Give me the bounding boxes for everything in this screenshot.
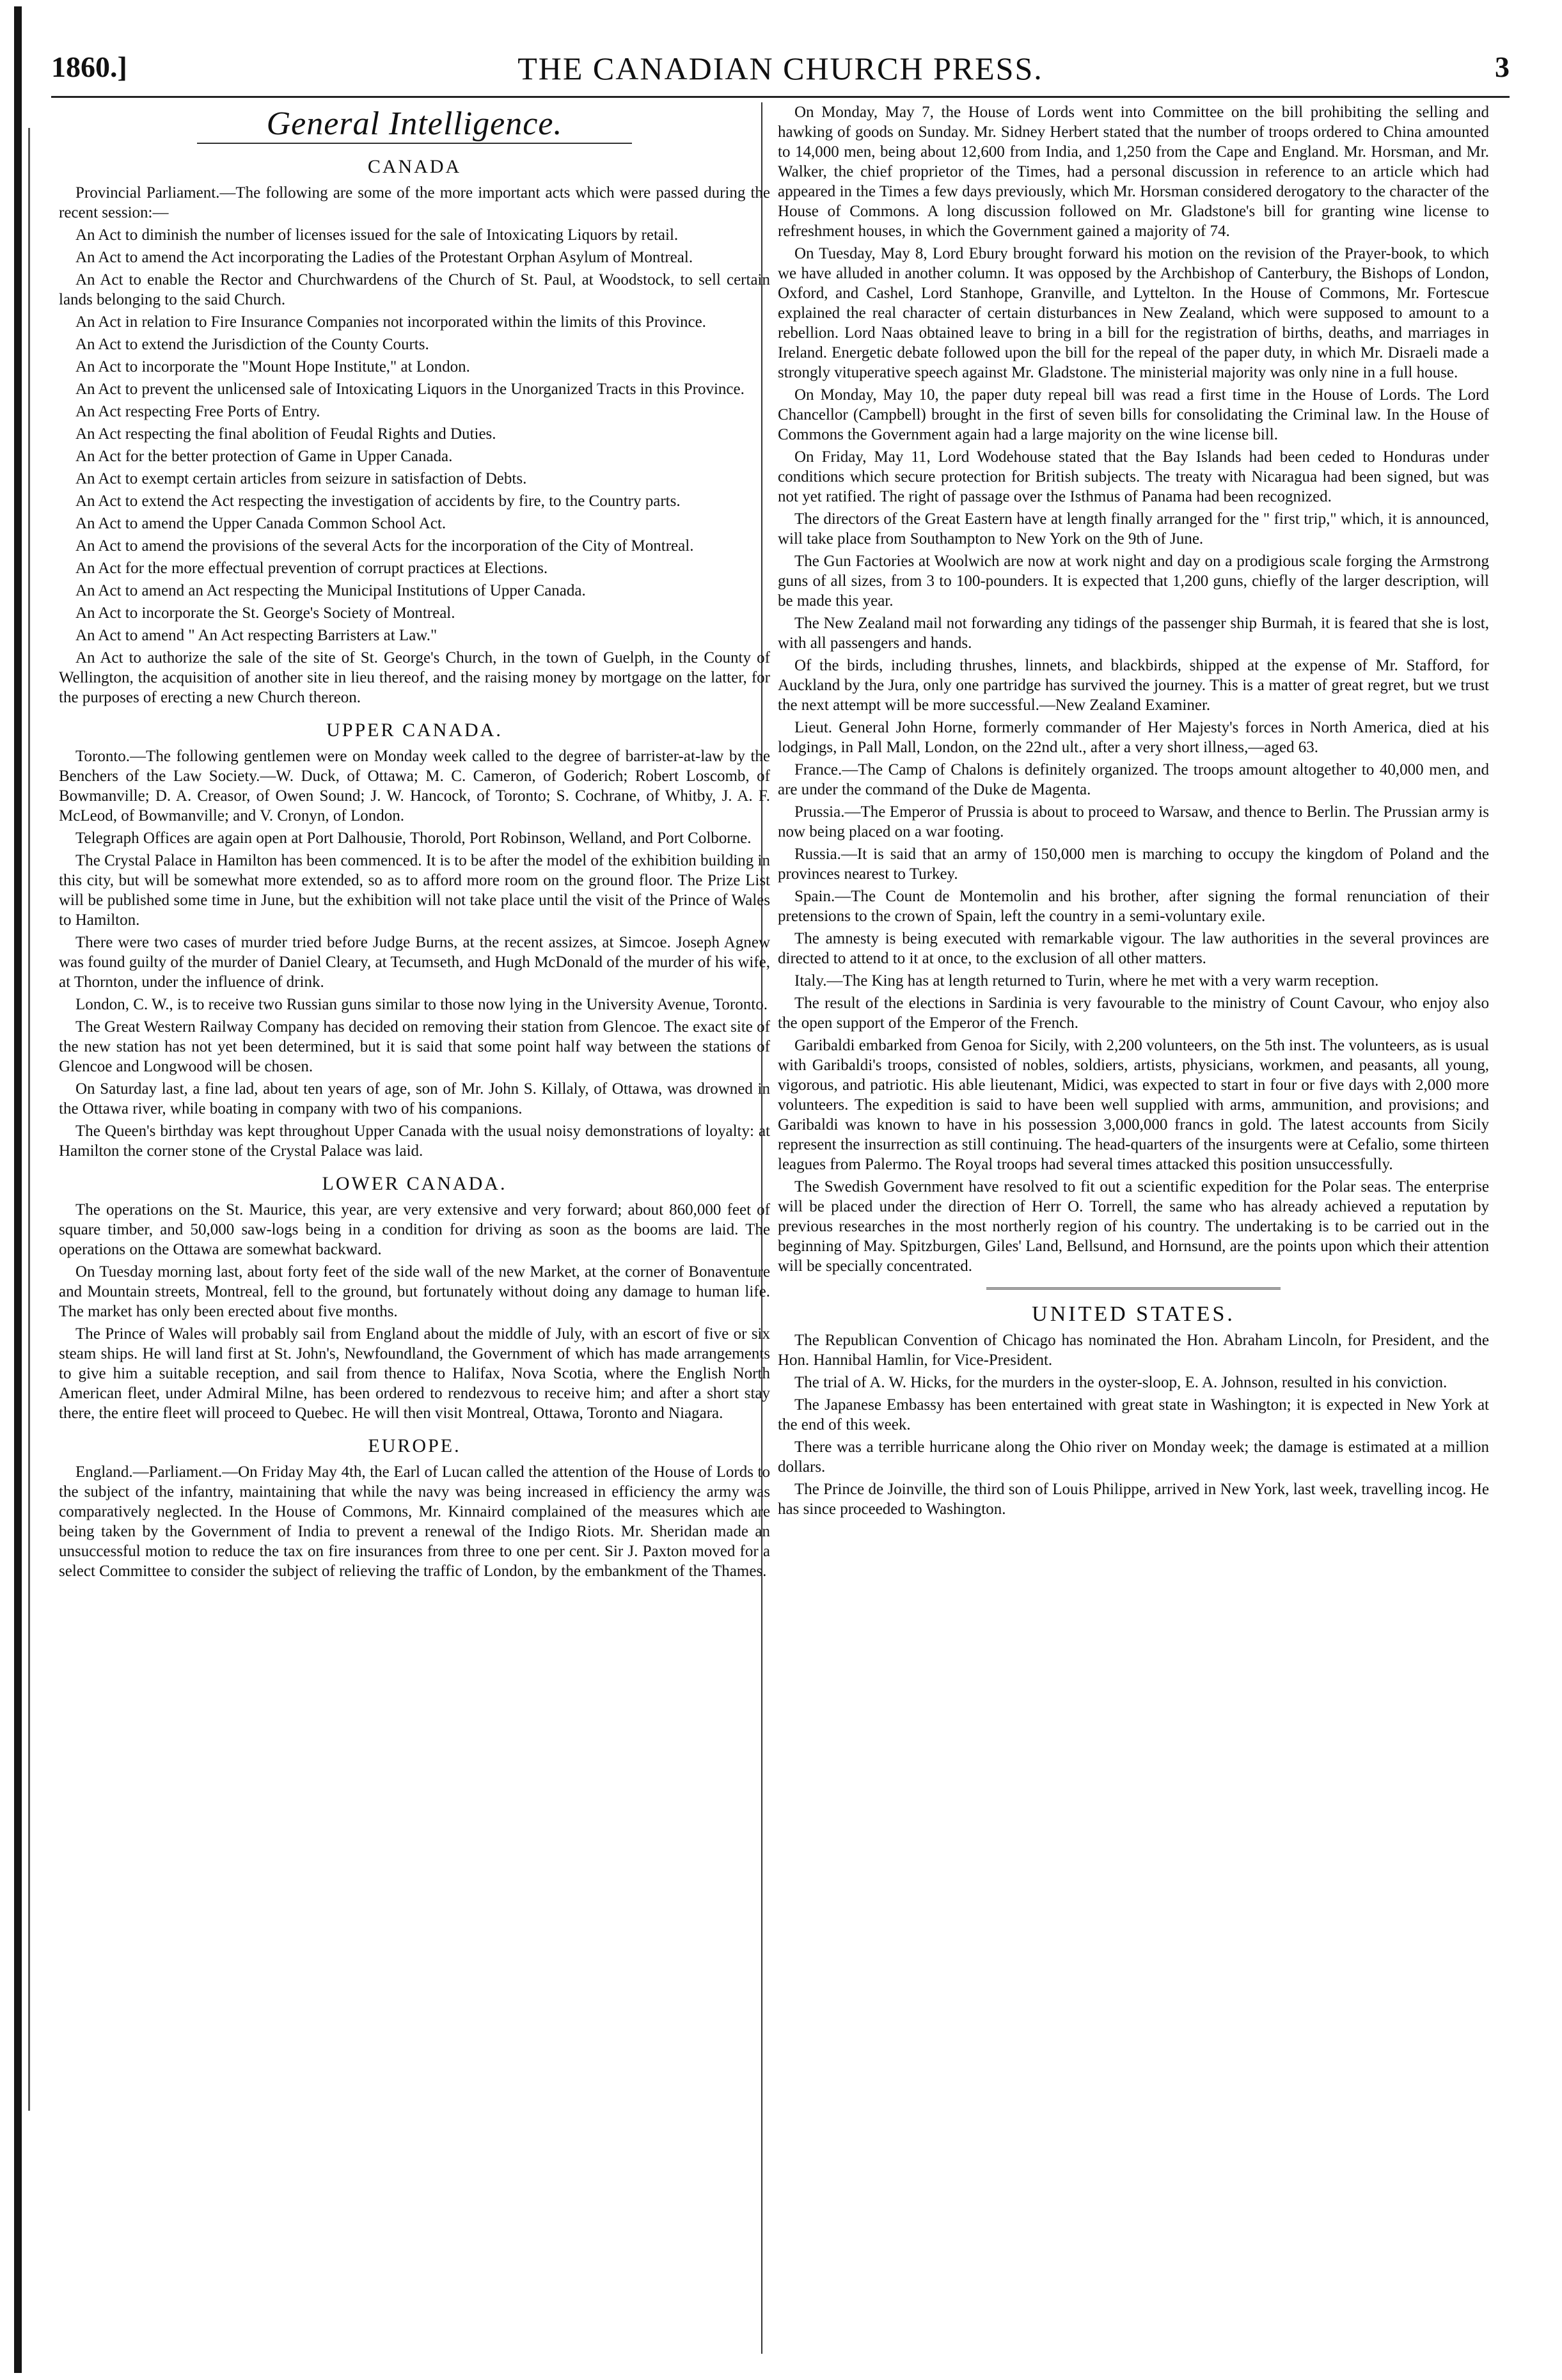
article-paragraph: An Act to exempt certain articles from seizure in satisfaction of Debts. bbox=[75, 470, 527, 487]
article-paragraph: Russia.—It is said that an army of 150,000 men is marching to occupy the kingdom of Poland and the provinces nearest to Turkey. bbox=[778, 846, 1489, 883]
article-paragraph: Prussia.—The Emperor of Prussia is about to proceed to Warsaw, and thence to Berlin. The Prussian army is now being placed on a war footing. bbox=[778, 803, 1489, 840]
lower-canada-articles bbox=[59, 1200, 770, 1423]
heading-lower-canada: LOWER CANADA. bbox=[322, 1173, 507, 1194]
article-paragraph: Lieut. General John Horne, formerly commander of Her Majesty's forces in North America, died at his lodgings, in Pall Mall, London, on the 22nd ult., after a very short illness,—aged 63. bbox=[778, 719, 1489, 756]
article-paragraph: An Act to amend the Act incorporating the Ladies of the Protestant Orphan Asylum of Montreal. bbox=[75, 249, 693, 266]
page-edge-line bbox=[28, 128, 30, 2111]
right-column bbox=[778, 102, 1489, 1522]
heading-united-states: UNITED STATES. bbox=[1032, 1302, 1235, 1326]
article-paragraph: The Swedish Government have resolved to fit out a scientific expedition for the Polar seas. The enterprise will be placed under the direction of Herr O. Torrell, the same who has already achieved a reputation by previous researches in the most northerly region of his country. The undertaking is to be carried out in the beginning of May. Spitzburgen, Giles' Land, Bellsund, and Hornsund, are the points upon which their attention will be specially concentrated. bbox=[778, 1178, 1489, 1275]
article-paragraph: The Republican Convention of Chicago has nominated the Hon. Abraham Lincoln, for President, and the Hon. Hannibal Hamlin, for Vice-President. bbox=[778, 1332, 1489, 1369]
article-paragraph: The Queen's birthday was kept throughout Upper Canada with the usual noisy demonstrations of loyalty: at Hamilton the corner stone of the Crystal Palace was laid. bbox=[59, 1123, 770, 1160]
header-rule bbox=[51, 96, 1510, 98]
article-paragraph: An Act respecting Free Ports of Entry. bbox=[75, 403, 320, 420]
article-paragraph: An Act to diminish the number of licenses issued for the sale of Intoxicating Liquors by retail. bbox=[75, 226, 679, 244]
article-paragraph: The Japanese Embassy has been entertained with great state in Washington; it is expected in New York at the end of this week. bbox=[778, 1396, 1489, 1433]
article-paragraph: An Act to extend the Jurisdiction of the County Courts. bbox=[75, 336, 429, 353]
article-paragraph: There were two cases of murder tried before Judge Burns, at the recent assizes, at Simcoe. Joseph Agnew was found guilty of the murder of Daniel Cleary, at Tecumseth, and Hugh McDonald of the murder of his wife, at Thornton, under the influence of drink. bbox=[59, 934, 770, 991]
article-paragraph: An Act to incorporate the St. George's Society of Montreal. bbox=[75, 604, 455, 622]
article-paragraph: The operations on the St. Maurice, this year, are very extensive and very forward; about 860,000 feet of square timber, and 50,000 saw-logs being in a condition for driving as soon as the booms are laid. The operations on the Ottawa are somewhat backward. bbox=[59, 1201, 770, 1258]
article-paragraph: On Monday, May 10, the paper duty repeal bill was read a first time in the House of Lords. The Lord Chancellor (Campbell) brought in the first of seven bills for consolidating the Criminal law. In the House of Commons the Government again had a large majority on the wine license bill. bbox=[778, 386, 1489, 443]
article-paragraph: The Gun Factories at Woolwich are now at work night and day on a prodigious scale forging the Armstrong guns of all sizes, from 3 to 100-pounders. It is expected that 1,200 guns, chiefly of the larger description, will be made this year. bbox=[778, 553, 1489, 610]
article-paragraph: On Tuesday, May 8, Lord Ebury brought forward his motion on the revision of the Prayer-book, to which we have alluded in another column. It was opposed by the Archbishop of Canterbury, the Bishops of London, Oxford, and Cashel, Lord Stanhope, Granville, and Lyttelton. In the House of Commons, Mr. Fortescue explained the real character of certain disturbances in New Zealand, which were supposed to amount to a rebellion. Lord Naas obtained leave to bring in a bill for the registration of births, deaths, and marriages in Ireland. Energetic debate followed upon the bill for the repeal of the paper duty, in which Mr. Disraeli made a strongly vituperative speech against Mr. Gladstone. The ministerial majority was only nine in a full house. bbox=[778, 245, 1489, 381]
upper-canada-articles bbox=[59, 746, 770, 1161]
header-date: 1860.] bbox=[51, 51, 127, 83]
article-paragraph: An Act in relation to Fire Insurance Companies not incorporated within the limits of this Province. bbox=[75, 313, 706, 331]
article-paragraph: The Great Western Railway Company has decided on removing their station from Glencoe. The exact site of the new station has not yet been determined, but it is said that some point half way between the stations of Glencoe and Longwood will be chosen. bbox=[59, 1018, 770, 1075]
article-paragraph: Provincial Parliament.—The following are some of the more important acts which were passed during the recent session:— bbox=[59, 184, 770, 221]
article-paragraph: An Act to amend an Act respecting the Municipal Institutions of Upper Canada. bbox=[75, 582, 586, 599]
article-paragraph: An Act to incorporate the "Mount Hope Institute," at London. bbox=[75, 358, 470, 375]
article-paragraph: An Act to enable the Rector and Churchwardens of the Church of St. Paul, at Woodstock, to sell certain lands belonging to the said Church. bbox=[59, 271, 770, 308]
header-page-number: 3 bbox=[1495, 51, 1510, 83]
article-paragraph: The result of the elections in Sardinia is very favourable to the ministry of Count Cavour, who enjoy also the open support of the Emperor of the French. bbox=[778, 995, 1489, 1032]
article-paragraph: The directors of the Great Eastern have at length finally arranged for the " first trip," which, it is announced, will take place from Southampton to New York on the 9th of June. bbox=[778, 510, 1489, 548]
article-paragraph: An Act to amend the Upper Canada Common School Act. bbox=[75, 515, 446, 532]
article-paragraph: England.—Parliament.—On Friday May 4th, the Earl of Lucan called the attention of the House of Lords to the subject of the infantry, maintaining that while the navy was being increased in efficiency the army was comparatively neglected. In the House of Commons, Mr. Kinnaird complained of the measures which are being taken by the Government of India to prevent a renewal of the Indigo Riots. Mr. Sheridan made an unsuccessful motion to reduce the tax on fire insurances from three to one per cent. Sir J. Paxton moved for a select Committee to consider the subject of relieving the traffic of London, by the embankment of the Thames. bbox=[59, 1463, 770, 1580]
article-paragraph: An Act to prevent the unlicensed sale of Intoxicating Liquors in the Unorganized Tracts in this Province. bbox=[75, 381, 745, 398]
canada-articles bbox=[59, 183, 770, 707]
article-paragraph: Italy.—The King has at length returned to Turin, where he met with a very warm reception. bbox=[794, 972, 1379, 989]
heading-canada: CANADA bbox=[367, 156, 462, 177]
article-paragraph: On Tuesday morning last, about forty feet of the side wall of the new Market, at the corner of Bonaventure and Mountain streets, Montreal, fell to the ground, but fortunately without doing any damage to human life. The market has only been erected about five months. bbox=[59, 1263, 770, 1320]
article-paragraph: An Act to extend the Act respecting the investigation of accidents by fire, to the Country parts. bbox=[75, 493, 681, 510]
section-rule bbox=[986, 1288, 1281, 1291]
united-states-articles bbox=[778, 1330, 1489, 1519]
article-paragraph: Telegraph Offices are again open at Port Dalhousie, Thorold, Port Robinson, Welland, and Port Colborne. bbox=[75, 830, 752, 847]
europe-continued-articles bbox=[778, 102, 1489, 1276]
heading-europe: EUROPE. bbox=[368, 1435, 461, 1456]
article-paragraph: The New Zealand mail not forwarding any tidings of the passenger ship Burmah, it is feared that she is lost, with all passengers and hands. bbox=[778, 615, 1489, 652]
article-paragraph: On Monday, May 7, the House of Lords went into Committee on the bill prohibiting the selling and hawking of goods on Sunday. Mr. Sidney Herbert stated that the number of troops ordered to China amounted to 14,000 men, being about 12,600 from India, and 1,250 from the Cape and England. Mr. Horsman, and Mr. Walker, the chief proprietor of the Times, had a personal discussion in reference to an article which had appeared in the Times a few days previously, which Mr. Horsman considered derogatory to the character of the House of Commons. A long discussion followed on Mr. Gladstone's bill for granting wine license to refreshment houses, in which the Government gained a majority of 74. bbox=[778, 104, 1489, 240]
article-paragraph: The Crystal Palace in Hamilton has been commenced. It is to be after the model of the exhibition building in this city, but will be somewhat more extended, so as to afford more room on the ground floor. The Prize List will be published some time in June, but the exhibition will not take place until the visit of the Prince of Wales to Hamilton. bbox=[59, 852, 770, 929]
section-title: General Intelligence. bbox=[266, 106, 563, 142]
article-paragraph: The trial of A. W. Hicks, for the murders in the oyster-sloop, E. A. Johnson, resulted in his conviction. bbox=[794, 1374, 1448, 1391]
article-paragraph: On Saturday last, a fine lad, about ten years of age, son of Mr. John S. Killaly, of Ottawa, was drowned in the Ottawa river, while boating in company with two of his companions. bbox=[59, 1080, 770, 1117]
article-paragraph: An Act to amend " An Act respecting Barristers at Law." bbox=[75, 627, 438, 644]
heading-upper-canada: UPPER CANADA. bbox=[326, 720, 503, 741]
article-paragraph: An Act to authorize the sale of the site of St. George's Church, in the town of Guelph, in the County of Wellington, the acquisition of another site in lieu thereof, and the raising money by mortgage on the latter, for the purposes of erecting a new Church thereon. bbox=[59, 649, 770, 706]
section-rule bbox=[197, 143, 632, 144]
left-column bbox=[59, 102, 770, 1584]
article-paragraph: An Act for the more effectual prevention of corrupt practices at Elections. bbox=[75, 560, 548, 577]
article-paragraph: An Act respecting the final abolition of Feudal Rights and Duties. bbox=[75, 425, 496, 443]
article-paragraph: Of the birds, including thrushes, linnets, and blackbirds, shipped at the expense of Mr. Stafford, for Auckland by the Jura, only one partridge has survived the journey. This is a matter of great regret, but we trust the next attempt will be more successful.—New Zealand Examiner. bbox=[778, 657, 1489, 714]
article-paragraph: An Act for the better protection of Game in Upper Canada. bbox=[75, 448, 453, 465]
article-paragraph: London, C. W., is to receive two Russian guns similar to those now lying in the University Avenue, Toronto. bbox=[75, 996, 768, 1013]
article-paragraph: There was a terrible hurricane along the Ohio river on Monday week; the damage is estimated at a million dollars. bbox=[778, 1438, 1489, 1476]
article-paragraph: The Prince de Joinville, the third son of Louis Philippe, arrived in New York, last week, travelling incog. He has since proceeded to Washington. bbox=[778, 1481, 1489, 1518]
article-paragraph: Spain.—The Count de Montemolin and his brother, after signing the formal renunciation of their pretensions to the crown of Spain, left the country in a semi-voluntary exile. bbox=[778, 888, 1489, 925]
article-paragraph: An Act to amend the provisions of the several Acts for the incorporation of the City of Montreal. bbox=[75, 537, 694, 555]
article-paragraph: The Prince of Wales will probably sail from England about the middle of July, with an escort of five or six steam ships. He will land first at St. John's, Newfoundland, the Government of which has made arrangements to give him a suitable reception, and sail from thence to Halifax, Nova Scotia, where the English North American fleet, under Admiral Milne, has been ordered to rendezvous to receive him; and after a short stay there, the entire fleet will proceed to Quebec. He will then visit Montreal, Ottawa, Toronto and Niagara. bbox=[59, 1325, 770, 1422]
page-header bbox=[51, 45, 1510, 90]
article-paragraph: France.—The Camp of Chalons is definitely organized. The troops amount altogether to 40,000 men, and are under the command of the Duke de Magenta. bbox=[778, 761, 1489, 798]
page-binding-edge bbox=[14, 6, 22, 2373]
europe-articles bbox=[59, 1462, 770, 1581]
article-paragraph: On Friday, May 11, Lord Wodehouse stated that the Bay Islands had been ceded to Honduras under conditions which secure protection for British subjects. The treaty with Nicaragua had been signed, but was not yet ratified. The right of passage over the Isthmus of Panama had been recognized. bbox=[778, 448, 1489, 505]
article-paragraph: Toronto.—The following gentlemen were on Monday week called to the degree of barrister-at-law by the Benchers of the Law Society.—W. Duck, of Ottawa; M. C. Cameron, of Goderich; Robert Loscomb, of Bowmanville; D. A. Creasor, of Owen Sound; J. W. Hancock, of Toronto; S. Cochrane, of Whitby, J. A. F. McLeod, of Bowmanville; and V. Cronyn, of London. bbox=[59, 748, 770, 824]
article-paragraph: Garibaldi embarked from Genoa for Sicily, with 2,200 volunteers, on the 5th inst. The volunteers, as is usual with Garibaldi's troops, consisted of nobles, soldiers, artists, physicians, workmen, and peasants, all young, vigorous, and patriotic. His able lieutenant, Midici, was expected to start in four or five days with 2,000 more volunteers. The expedition is said to have been well supplied with arms, ammunition, and provisions; and Garibaldi was known to have in his possession 3,000,000 francs in gold. The latest accounts from Sicily represent the insurrection as still continuing. The head-quarters of the insurgents were at Cefalio, some thirteen leagues from Palermo. The Royal troops had several times attacked this position unsuccessfully. bbox=[778, 1037, 1489, 1173]
article-paragraph: The amnesty is being executed with remarkable vigour. The law authorities in the several provinces are directed to attend to it at once, to the exclusion of all other matters. bbox=[778, 930, 1489, 967]
header-title: THE CANADIAN CHURCH PRESS. bbox=[517, 51, 1043, 86]
